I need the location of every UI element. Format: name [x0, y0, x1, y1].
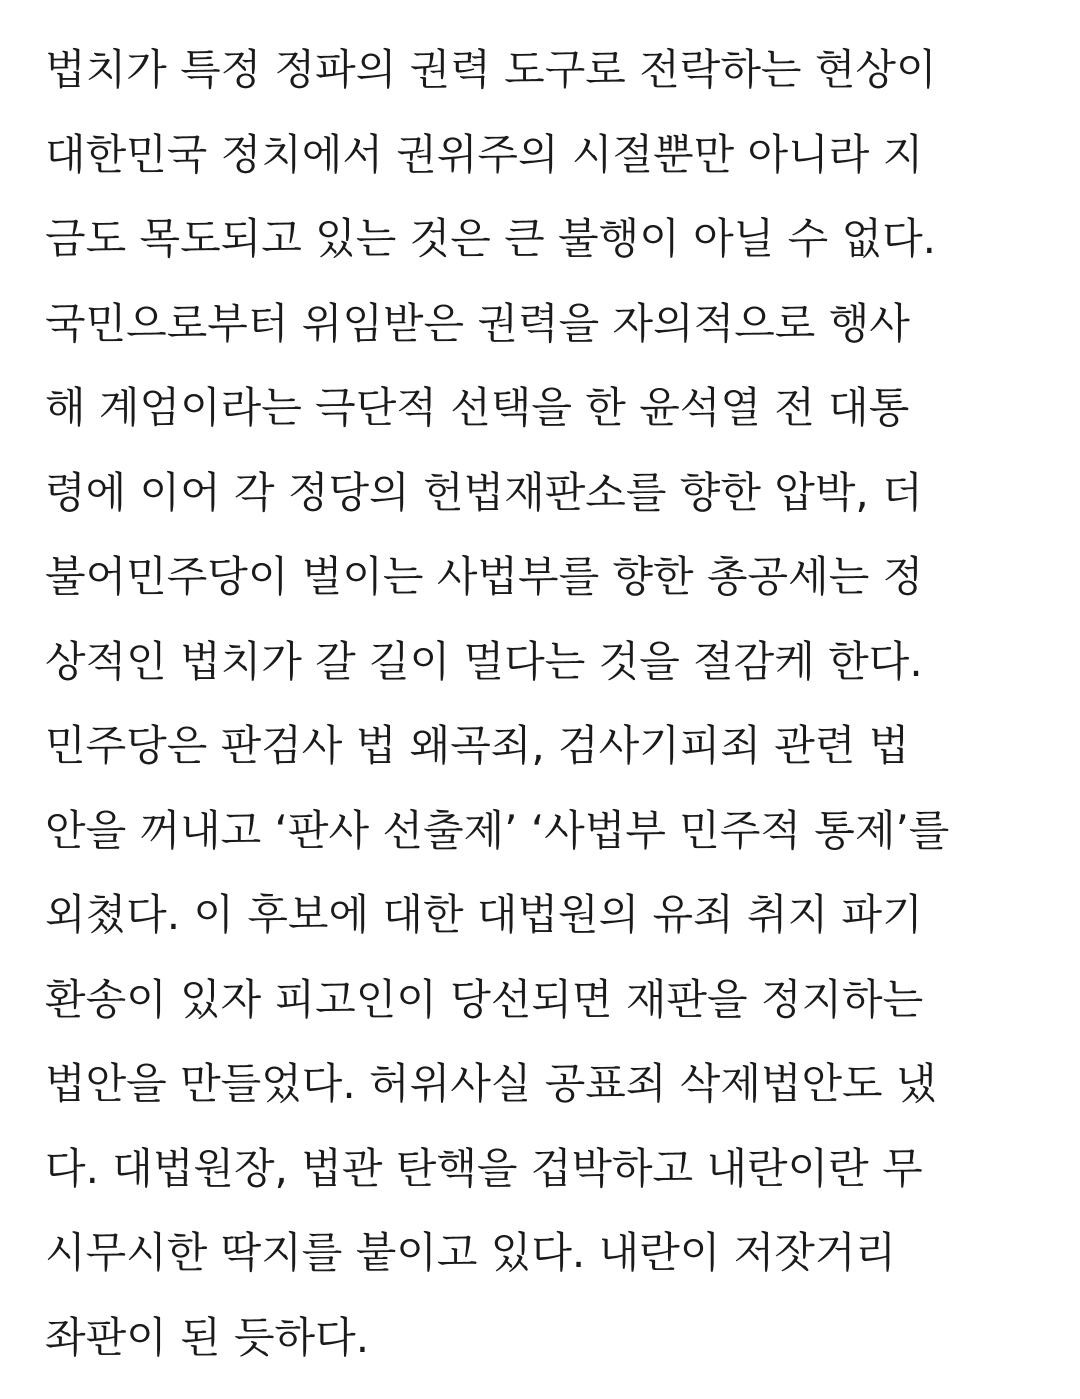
article-line: 법안을 만들었다. 허위사실 공표죄 삭제법안도 냈: [45, 1059, 937, 1108]
article-line: 시무시한 딱지를 붙이고 있다. 내란이 저잣거리: [45, 1228, 896, 1277]
article-line: 환송이 있자 피고인이 당선되면 재판을 정지하는: [45, 974, 924, 1024]
article-body: [45, 34, 1045, 1386]
article-line: 다. 대법원장, 법관 탄핵을 겁박하고 내란이란 무: [45, 1143, 923, 1193]
article-line: 해 계엄이라는 극단적 선택을 한 윤석열 전 대통: [45, 383, 910, 432]
article-line: 좌판이 된 듯하다.: [45, 1312, 370, 1362]
article-line: 민주당은 판검사 법 왜곡죄, 검사기피죄 관련 법: [45, 721, 910, 770]
article-line: 외쳤다. 이 후보에 대한 대법원의 유죄 취지 파기: [45, 890, 923, 939]
article-line: 령에 이어 각 정당의 헌법재판소를 향한 압박, 더: [45, 467, 923, 517]
article-line: 불어민주당이 벌이는 사법부를 향한 총공세는 정: [45, 552, 924, 601]
article-line: 금도 목도되고 있는 것은 큰 불행이 아닐 수 없다.: [45, 214, 937, 263]
article-line: 상적인 법치가 갈 길이 멀다는 것을 절감케 한다.: [45, 636, 923, 686]
article-line: 대한민국 정치에서 권위주의 시절뿐만 아니라 지: [45, 129, 924, 179]
article-line: 안을 꺼내고 ‘판사 선출제’ ‘사법부 민주적 통제’를: [45, 805, 950, 855]
article-line: 법치가 특정 정파의 권력 도구로 전락하는 현상이: [45, 45, 937, 94]
article-line: 국민으로부터 위임받은 권력을 자의적으로 행사: [45, 298, 910, 348]
